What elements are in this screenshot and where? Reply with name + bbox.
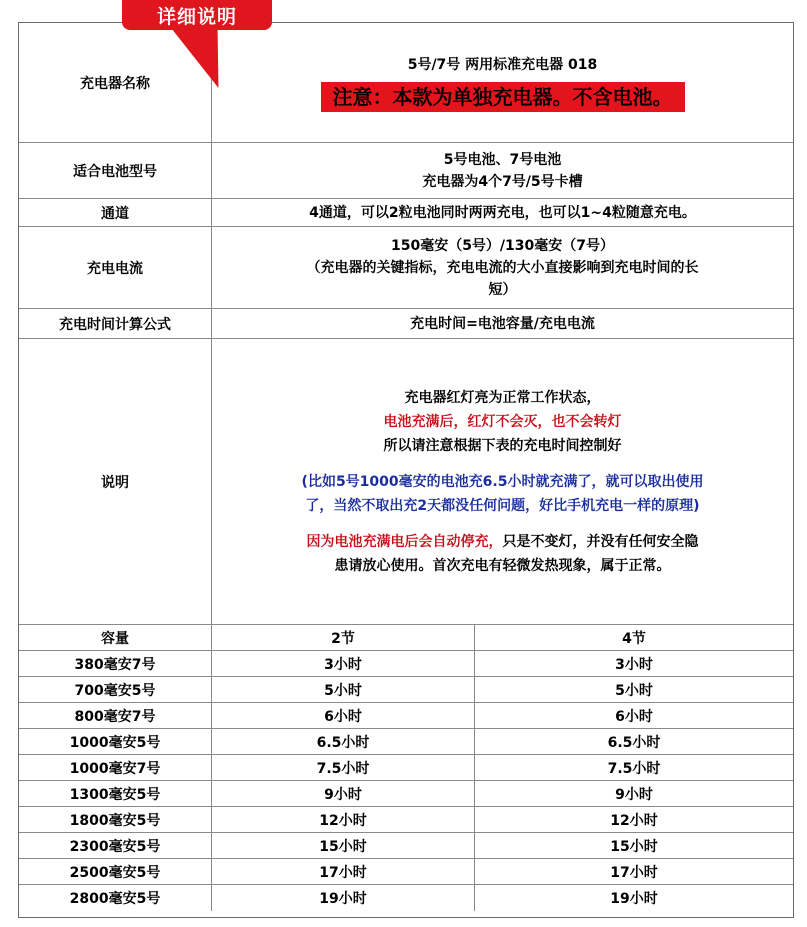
row-formula	[19, 309, 793, 339]
product-name: 5号/7号 两用标准充电器 018	[407, 56, 598, 73]
cell-2-cells: 17小时	[212, 859, 475, 884]
value-description	[212, 339, 793, 624]
table-row	[19, 833, 793, 859]
cell-2-cells: 12小时	[212, 807, 475, 832]
cell-capacity: 1000毫安7号	[19, 755, 212, 780]
spec-sheet	[18, 22, 794, 918]
cell-capacity: 380毫安7号	[19, 651, 212, 676]
value-formula: 充电时间=电池容量/充电电流	[410, 315, 595, 332]
cell-2-cells: 5小时	[212, 677, 475, 702]
row-current	[19, 227, 793, 309]
value-channel: 4通道，可以2粒电池同时两两充电，也可以1~4粒随意充电。	[309, 204, 696, 221]
value-battery-type	[212, 143, 793, 198]
cell-4-cells: 5小时	[615, 682, 653, 699]
cell-capacity: 1000毫安5号	[19, 729, 212, 754]
cell-2-cells: 6小时	[212, 703, 475, 728]
cell-4-cells: 6.5小时	[607, 734, 661, 751]
desc-line-6	[307, 530, 699, 554]
table-row	[19, 651, 793, 677]
row-description	[19, 339, 793, 625]
desc-line-6-black: 只是不变灯，并没有任何安全隐	[502, 533, 699, 550]
cell-2-cells: 19小时	[212, 885, 475, 911]
label-description: 说明	[19, 339, 212, 624]
desc-line-5: 了，当然不取出充2天都没任何问题，好比手机充电一样的原理)	[305, 497, 700, 514]
cell-2-cells: 6.5小时	[212, 729, 475, 754]
table-row	[19, 781, 793, 807]
cell-capacity: 2500毫安5号	[19, 859, 212, 884]
row-charger-name	[19, 23, 793, 143]
cell-2-cells: 9小时	[212, 781, 475, 806]
label-formula: 充电时间计算公式	[19, 309, 212, 338]
notice-banner: 注意：本款为单独充电器。不含电池。	[321, 82, 685, 112]
cell-2-cells: 3小时	[212, 651, 475, 676]
cell-capacity: 2300毫安5号	[19, 833, 212, 858]
cell-2-cells: 7.5小时	[212, 755, 475, 780]
table-row	[19, 885, 793, 911]
value-current	[212, 227, 793, 308]
table-row	[19, 729, 793, 755]
cell-capacity: 1800毫安5号	[19, 807, 212, 832]
cell-4-cells: 19小时	[610, 891, 658, 907]
cell-4-cells: 7.5小时	[607, 760, 661, 777]
label-channel: 通道	[19, 199, 212, 226]
cell-4-cells: 6小时	[615, 708, 653, 725]
cell-4-cells: 12小时	[610, 812, 658, 829]
cell-4-cells: 3小时	[615, 656, 653, 673]
cell-2-cells: 15小时	[212, 833, 475, 858]
label-charger-name: 充电器名称	[19, 23, 212, 142]
cell-capacity: 800毫安7号	[19, 703, 212, 728]
desc-line-6-red: 因为电池充满电后会自动停充，	[306, 533, 503, 550]
desc-line-7: 患请放心使用。首次充电有轻微发热现象，属于正常。	[334, 557, 671, 574]
table-row	[19, 677, 793, 703]
current-line-3: 短）	[488, 281, 517, 298]
cell-capacity: 2800毫安5号	[19, 885, 212, 911]
label-current: 充电电流	[19, 227, 212, 308]
row-channel	[19, 199, 793, 227]
header-capacity: 容量	[19, 625, 212, 650]
cell-4-cells: 15小时	[610, 838, 658, 855]
table-row	[19, 807, 793, 833]
table-row	[19, 859, 793, 885]
desc-line-4: (比如5号1000毫安的电池充6.5小时就充满了，就可以取出使用	[301, 473, 704, 490]
desc-line-1: 充电器红灯亮为正常工作状态，	[404, 389, 601, 406]
desc-line-3: 所以请注意根据下表的充电时间控制好	[383, 437, 622, 454]
table-row	[19, 703, 793, 729]
desc-line-2: 电池充满后，红灯不会灭，也不会转灯	[383, 413, 622, 430]
value-charger-name	[212, 23, 793, 142]
details-badge: 详细说明	[122, 0, 272, 30]
table-row	[19, 755, 793, 781]
header-2-cells: 2节	[212, 625, 475, 650]
cell-capacity: 1300毫安5号	[19, 781, 212, 806]
battery-line-1: 5号电池、7号电池	[443, 151, 562, 168]
cell-capacity: 700毫安5号	[19, 677, 212, 702]
header-4-cells: 4节	[622, 630, 646, 647]
label-battery-type: 适合电池型号	[19, 143, 212, 198]
row-battery-type	[19, 143, 793, 199]
cell-4-cells: 17小时	[610, 864, 658, 881]
cell-4-cells: 9小时	[615, 786, 653, 803]
battery-line-2: 充电器为4个7号/5号卡槽	[422, 173, 583, 190]
table-header-row	[19, 625, 793, 651]
current-line-1: 150毫安（5号）/130毫安（7号）	[390, 237, 615, 254]
current-line-2: （充电器的关键指标，充电电流的大小直接影响到充电时间的长	[306, 259, 699, 276]
